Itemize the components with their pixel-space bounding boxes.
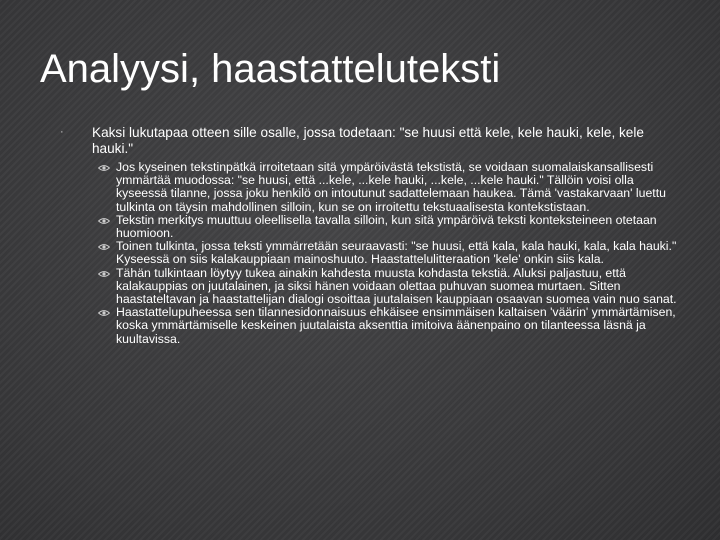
eye-bullet-icon [98,164,110,172]
sub-bullet-text: Tekstin merkitys muuttuu oleellisella tavalla silloin, kun sitä ympäröivä teksti konteksteineen otetaan huomioon. [116,212,657,241]
eye-bullet-icon [98,243,110,251]
sub-bullet-item [116,306,678,346]
sub-bullet-text: Toinen tulkinta, jossa teksti ymmärretään seuraavasti: "se huusi, että kala, kala hauki, kala, kala hauki." Kyseessä on siis kalakauppiaan mainoshuuto. Haastattelulitteraation 'kele' onkin siis kala. [116,239,677,267]
slide-content [58,125,678,346]
sub-bullet-list [58,161,678,346]
main-bullet-text: Kaksi lukutapaa otteen sille osalle, jossa todetaan: "se huusi että kele, kele hauki, kele, kele hauki." [92,125,644,156]
sub-bullet-text: Haastattelupuheessa sen tilannesidonnaisuus ehkäisee ensimmäisen kaltaisen 'väärin' ymmärtämisen, koska ymmärtämiselle keskeinen juutalaista aksenttia imitoiva äänenpaino on tilanteessa läsnä ja kuultavissa. [116,305,676,346]
sub-bullet-item [116,214,678,240]
small-dot-bullet-icon: · [60,126,64,138]
eye-bullet-icon [98,217,110,225]
sub-bullet-item [116,161,678,214]
main-bullet-point [58,125,678,157]
sub-bullet-text: Tähän tulkintaan löytyy tukea ainakin kahdesta muusta kohdasta tekstiä. Aluksi paljastuu, että kalakauppias on juutalainen, ja siksi hänen voidaan olettaa puhuvan suomea murtaen. Sitten haastateltavan ja haastattelijan dialogi osoittaa juutalaisen kauppiaan osaavan suomea vain nuo sanat. [116,265,677,307]
eye-bullet-icon [98,309,110,317]
slide-title: Analyysi, haastatteluteksti [40,47,501,91]
sub-bullet-text: Jos kyseinen tekstinpätkä irroitetaan sitä ympäröivästä tekstistä, se voidaan suomalaiskansallisesti ymmärtää muodossa: "se huusi, että ...kele, ...kele hauki, ...kele, ...kele hauki." Tällöin voisi olla kyseessä tilanne, jossa joku henkilö on intoutunut sadattelemaan haukea. Tämä 'vastakarvaan' luettu tulkinta on täysin mahdollinen silloin, kun se on irroitettu tekstuaalisesta kontekstistaan. [116,160,666,214]
sub-bullet-item [116,267,678,307]
eye-bullet-icon [98,270,110,278]
sub-bullet-item [116,240,678,266]
